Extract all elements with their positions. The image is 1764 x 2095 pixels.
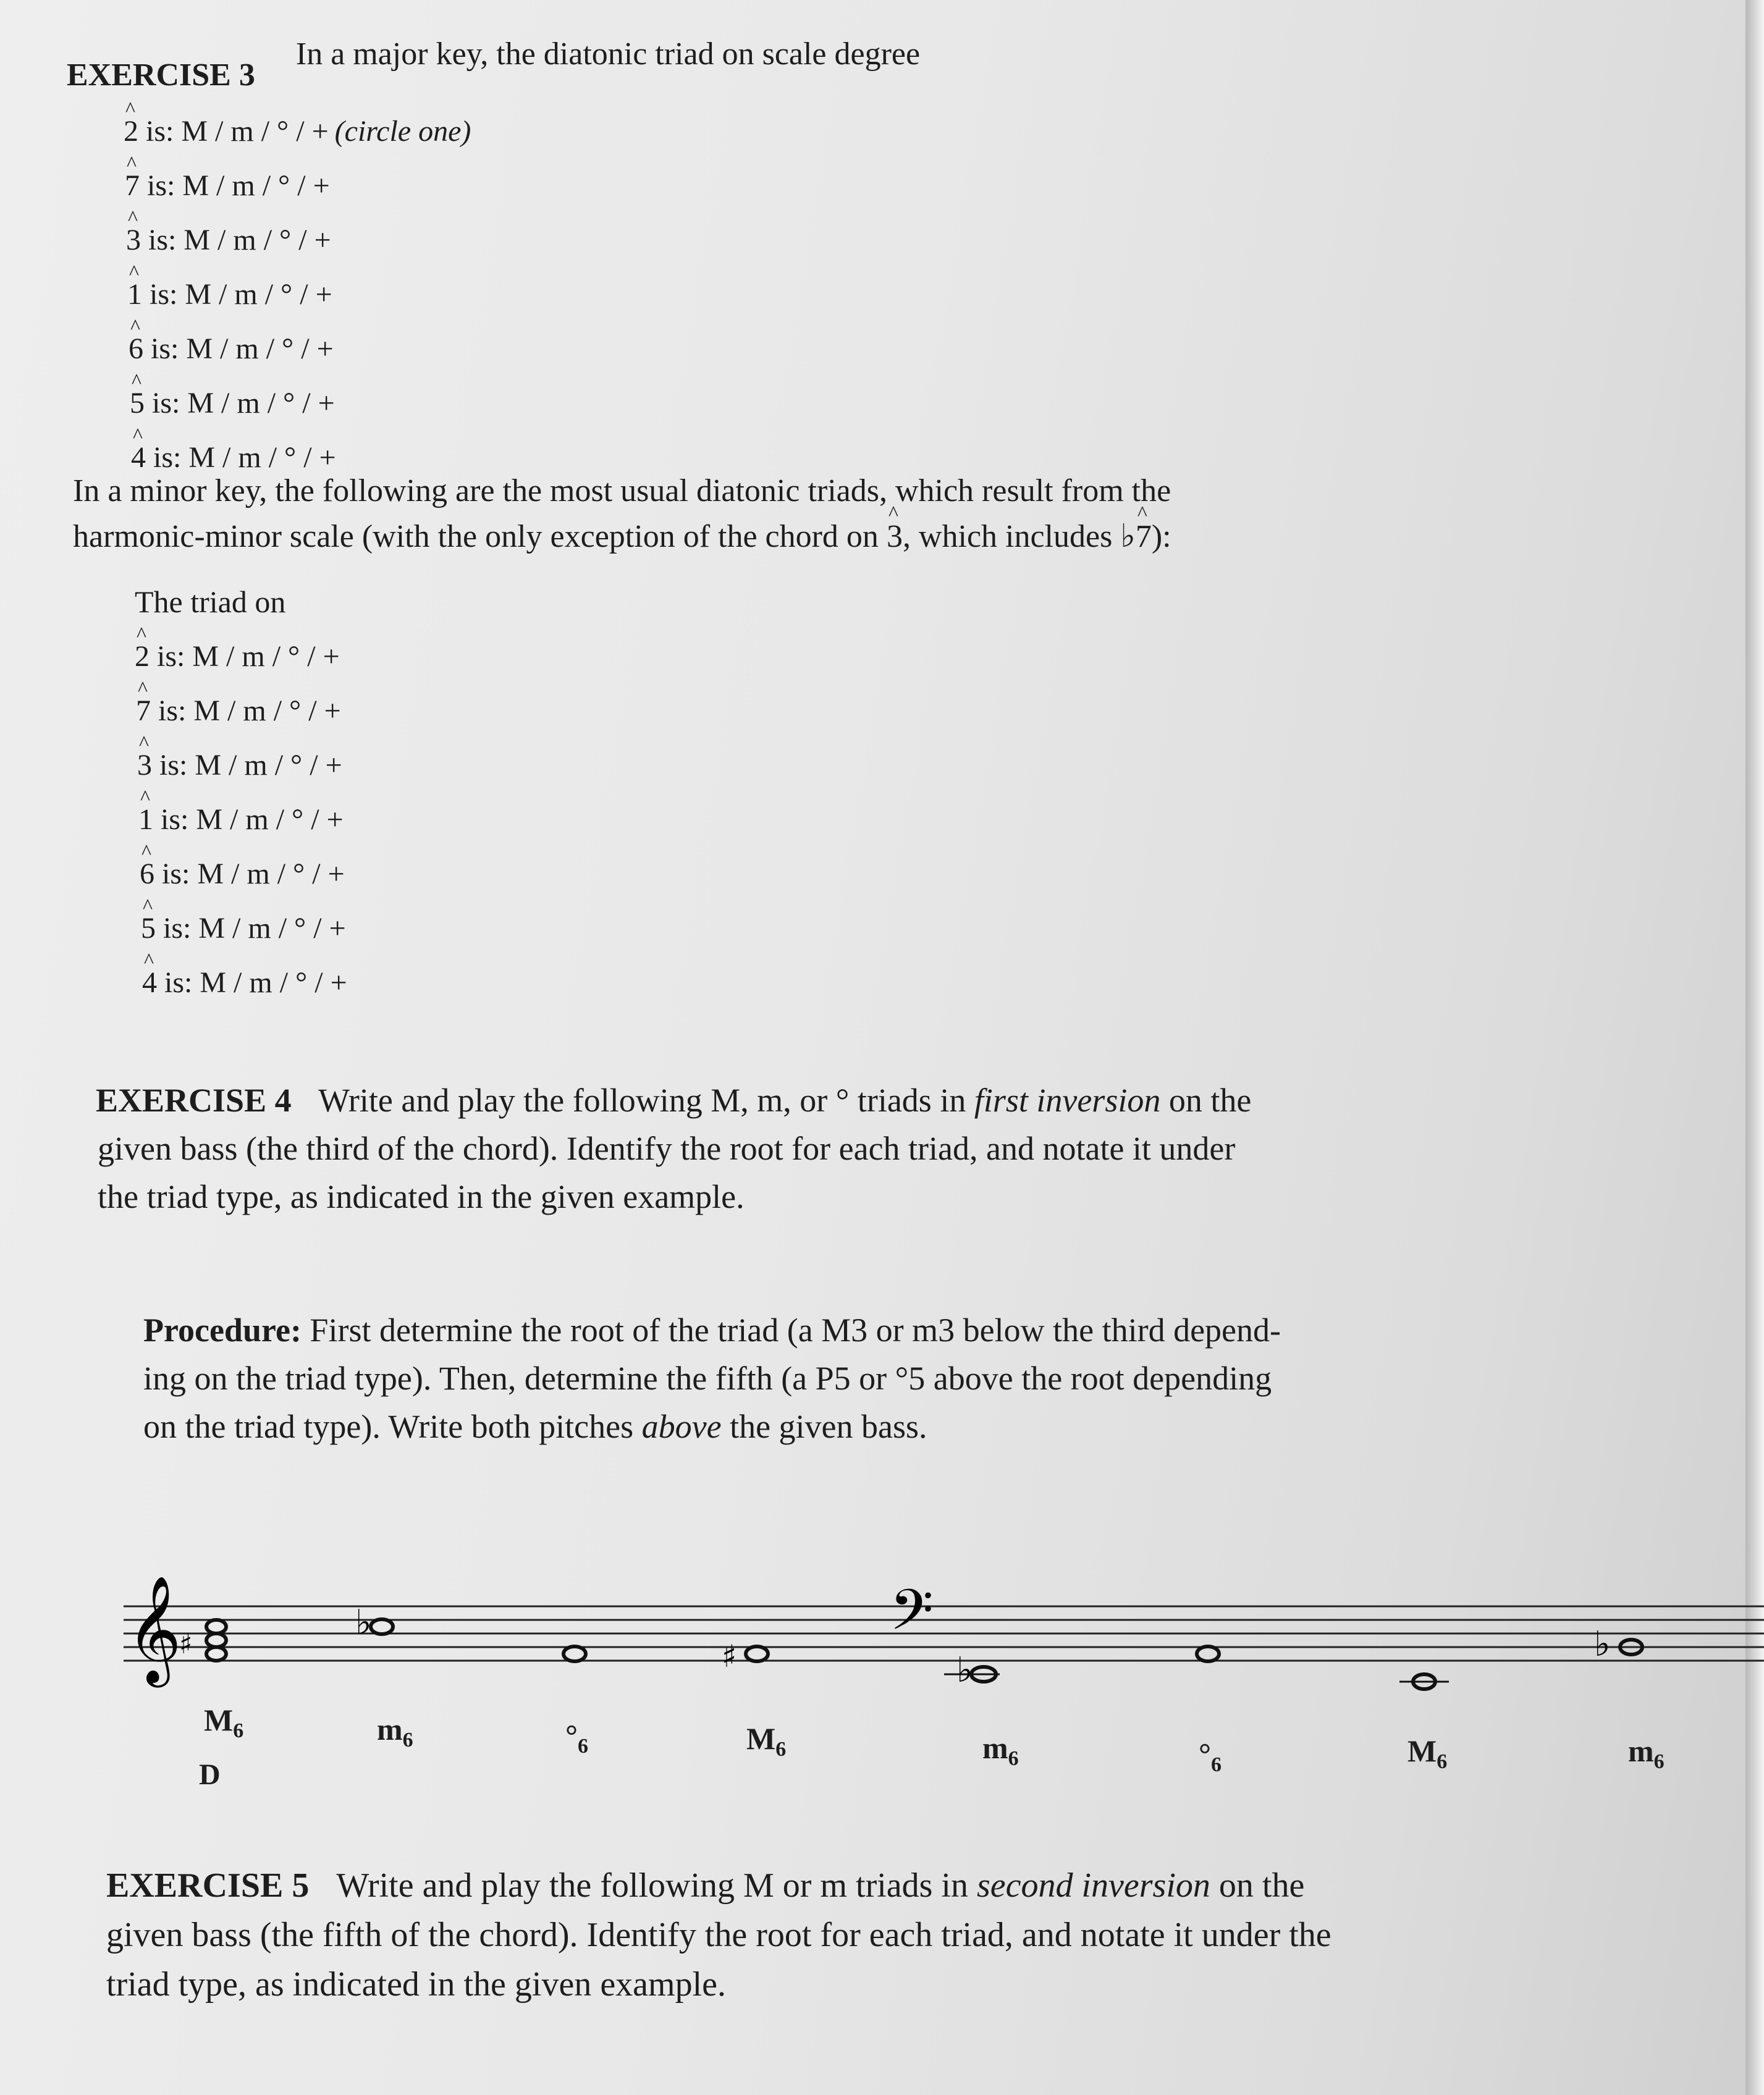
is-label: is: xyxy=(157,640,185,673)
scale-degree-row xyxy=(135,639,340,673)
exercise-5-italic: second inversion xyxy=(976,1866,1210,1905)
chord-label-4: $M_6$ xyxy=(746,1721,787,1761)
scale-degree-row xyxy=(125,169,330,203)
triad-options[interactable]: M / m / ° / + xyxy=(185,278,332,311)
minor-intro-degree-3: ^ 3 xyxy=(887,518,903,555)
exercise-5-line-3: triad type, as indicated in the given example. xyxy=(106,1965,726,2004)
triad-options[interactable]: M / m / ° / + xyxy=(182,169,330,202)
music-staff xyxy=(0,1545,1764,1823)
is-label: is: xyxy=(146,115,174,148)
triad-options[interactable]: M / m / ° / + xyxy=(192,640,340,673)
scale-degree: ^ 6 xyxy=(129,332,143,366)
procedure-italic-above: above xyxy=(641,1408,722,1445)
whole-note xyxy=(371,1619,393,1634)
triad-options[interactable]: M / m / ° / + xyxy=(198,912,346,945)
triad-options[interactable]: M / m / ° / + xyxy=(186,332,334,365)
exercise-4-heading: EXERCISE 4 xyxy=(96,1082,292,1119)
scale-degree-row xyxy=(131,440,336,474)
exercise-3-heading: EXERCISE 3 xyxy=(67,57,255,93)
scale-degree: ^ 4 xyxy=(142,966,157,1000)
scale-degree: ^ 1 xyxy=(127,277,142,311)
scale-degree: ^ 6 xyxy=(140,857,154,891)
scale-degree: ^ 2 xyxy=(135,639,150,673)
scale-degree-row xyxy=(126,223,331,257)
is-label: is: xyxy=(150,278,178,311)
is-label: is: xyxy=(161,803,189,836)
is-label: is: xyxy=(164,966,193,999)
scale-degree: ^ 3 xyxy=(126,223,141,257)
note-4 xyxy=(722,1638,768,1674)
triad-options[interactable]: M / m / ° / + xyxy=(181,115,329,148)
is-label: is: xyxy=(158,694,187,727)
flat-icon: ♭ xyxy=(355,1603,372,1643)
exercise-4-line-2: given bass (the third of the chord). Identify the root for each triad, and notate it under xyxy=(98,1130,1236,1167)
whole-note xyxy=(206,1620,226,1633)
whole-note xyxy=(563,1646,586,1661)
procedure-line-2: ing on the triad type). Then, determine the fifth (a P5 or °5 above the root depending xyxy=(143,1360,1272,1397)
scale-degree-row xyxy=(142,966,347,1000)
scale-degree: ^ 3 xyxy=(137,748,152,782)
flat-icon: ♭ xyxy=(1594,1624,1611,1664)
scale-degree-row xyxy=(124,114,471,148)
scale-degree: ^ 1 xyxy=(138,803,153,837)
circle-one-hint: (circle one) xyxy=(334,115,471,148)
chord-label-7: $M_6$ xyxy=(1407,1734,1448,1773)
example-chord xyxy=(179,1620,226,1661)
scale-degree: ^ 4 xyxy=(131,440,146,474)
exercise-3-intro: In a major key, the diatonic triad on scale degree xyxy=(295,36,921,72)
exercise-5-text-1a: Write and play the following M or m triads in xyxy=(336,1866,977,1905)
scale-degree-row xyxy=(127,277,332,311)
procedure-line-3 xyxy=(143,1407,927,1446)
triad-options[interactable]: M / m / ° / + xyxy=(195,749,342,782)
chord-label-2: $m_6$ xyxy=(377,1712,413,1751)
exercise-4-text-1b: on the xyxy=(1160,1082,1252,1119)
triad-options[interactable]: M / m / ° / + xyxy=(200,966,347,999)
note-2 xyxy=(355,1603,393,1643)
procedure-text-1: First determine the root of the triad (a M3 or m3 below the third depend- xyxy=(301,1312,1281,1349)
minor-intro-line-2 xyxy=(73,518,1171,555)
exercise-5-text-1b: on the xyxy=(1210,1866,1305,1905)
note-5 xyxy=(944,1650,1000,1690)
triad-options[interactable]: M / m / ° / + xyxy=(187,387,335,419)
exercise-5-heading: EXERCISE 5 xyxy=(106,1866,310,1905)
procedure-label: Procedure: xyxy=(143,1312,302,1349)
is-label: is: xyxy=(163,912,192,945)
scale-degree-row xyxy=(129,332,334,366)
is-label: is: xyxy=(153,441,182,474)
chord-label-3: $^\circ_6$ xyxy=(565,1718,588,1758)
chord-label-6: $^\circ_6$ xyxy=(1199,1737,1222,1776)
scale-degree: ^ 5 xyxy=(141,911,156,945)
note-8 xyxy=(1594,1624,1642,1664)
is-label: is: xyxy=(148,224,177,256)
is-label: is: xyxy=(159,749,188,782)
minor-intro-text-2b: , which includes ♭ xyxy=(902,519,1136,554)
procedure-line-1 xyxy=(143,1311,1281,1349)
triad-options[interactable]: M / m / ° / + xyxy=(184,224,331,256)
exercise-5-line-2: given bass (the fifth of the chord). Identify the root for each triad, and notate it under the xyxy=(106,1916,1331,1954)
procedure-text-3a: on the triad type). Write both pitches xyxy=(143,1408,642,1445)
procedure-text-3b: the given bass. xyxy=(721,1408,927,1445)
scale-degree: ^ 5 xyxy=(130,386,145,420)
scale-degree-row xyxy=(138,803,344,837)
minor-intro-text-2c: ): xyxy=(1151,519,1171,554)
whole-note xyxy=(1197,1646,1219,1661)
triad-options[interactable]: M / m / ° / + xyxy=(188,441,336,474)
is-label: is: xyxy=(147,169,175,202)
exercise-4-line-3: the triad type, as indicated in the given example. xyxy=(98,1178,745,1215)
scale-degree-row xyxy=(141,911,346,945)
scale-degree: ^ 7 xyxy=(136,694,151,728)
scale-degree-row xyxy=(136,694,341,728)
whole-note xyxy=(206,1647,226,1661)
scale-degree-row xyxy=(140,857,345,891)
exercise-5-line-1 xyxy=(106,1866,1304,1905)
note-3 xyxy=(563,1646,586,1661)
chord-label-8: $m_6$ xyxy=(1628,1734,1665,1773)
triad-options[interactable]: M / m / ° / + xyxy=(196,803,344,836)
note-7 xyxy=(1399,1674,1449,1689)
exercise-4-line-1 xyxy=(96,1081,1251,1119)
example-root-label: D xyxy=(199,1758,221,1791)
treble-clef-icon: 𝄞 xyxy=(127,1575,182,1683)
triad-options[interactable]: M / m / ° / + xyxy=(193,694,341,727)
triad-options[interactable]: M / m / ° / + xyxy=(197,858,345,890)
is-label: is: xyxy=(151,332,179,365)
note-6 xyxy=(1197,1646,1219,1661)
chord-label-5: $m_6$ xyxy=(982,1730,1019,1770)
minor-intro-degree-7: ^ 7 xyxy=(1136,518,1152,555)
minor-intro-text-1: In a minor key, the following are the most usual diatonic triads, which result from the xyxy=(73,473,1171,508)
scale-degree: ^ 7 xyxy=(125,169,140,203)
bass-clef-icon: 𝄢 xyxy=(890,1577,934,1656)
minor-triad-on: The triad on xyxy=(135,584,286,619)
exercise-3-title-line xyxy=(67,36,921,93)
flat-icon: ♭ xyxy=(956,1650,973,1690)
chord-label-1: $M_6$ xyxy=(204,1703,244,1742)
whole-note xyxy=(746,1646,768,1661)
is-label: is: xyxy=(162,858,190,890)
scale-degree: ^ 2 xyxy=(124,114,138,148)
minor-intro-text-2a: harmonic-minor scale (with the only exception of the chord on xyxy=(73,519,887,554)
exercise-4-text-1a: Write and play the following M, m, or ° triads in xyxy=(318,1082,974,1119)
exercise-4-italic: first inversion xyxy=(974,1082,1161,1119)
minor-intro-line-1 xyxy=(73,473,1171,509)
is-label: is: xyxy=(152,387,180,419)
scale-degree-row xyxy=(130,386,335,420)
scale-degree-row xyxy=(137,748,342,782)
whole-note xyxy=(206,1633,226,1647)
sharp-icon: ♯ xyxy=(179,1629,193,1660)
sharp-icon: ♯ xyxy=(722,1638,737,1674)
